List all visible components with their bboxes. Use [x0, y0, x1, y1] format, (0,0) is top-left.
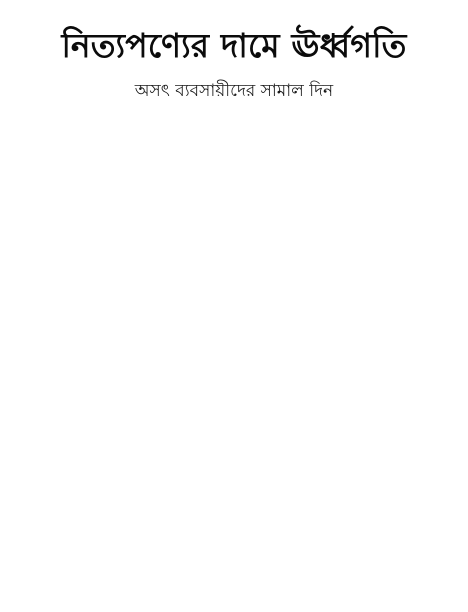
subheadline: অসৎ ব্যবসায়ীদের সামাল দিন — [134, 81, 334, 101]
previous-article-fragment — [10, 0, 458, 8]
headline: নিত্যপণ্যের দামে ঊর্ধ্বগতি — [61, 26, 407, 65]
